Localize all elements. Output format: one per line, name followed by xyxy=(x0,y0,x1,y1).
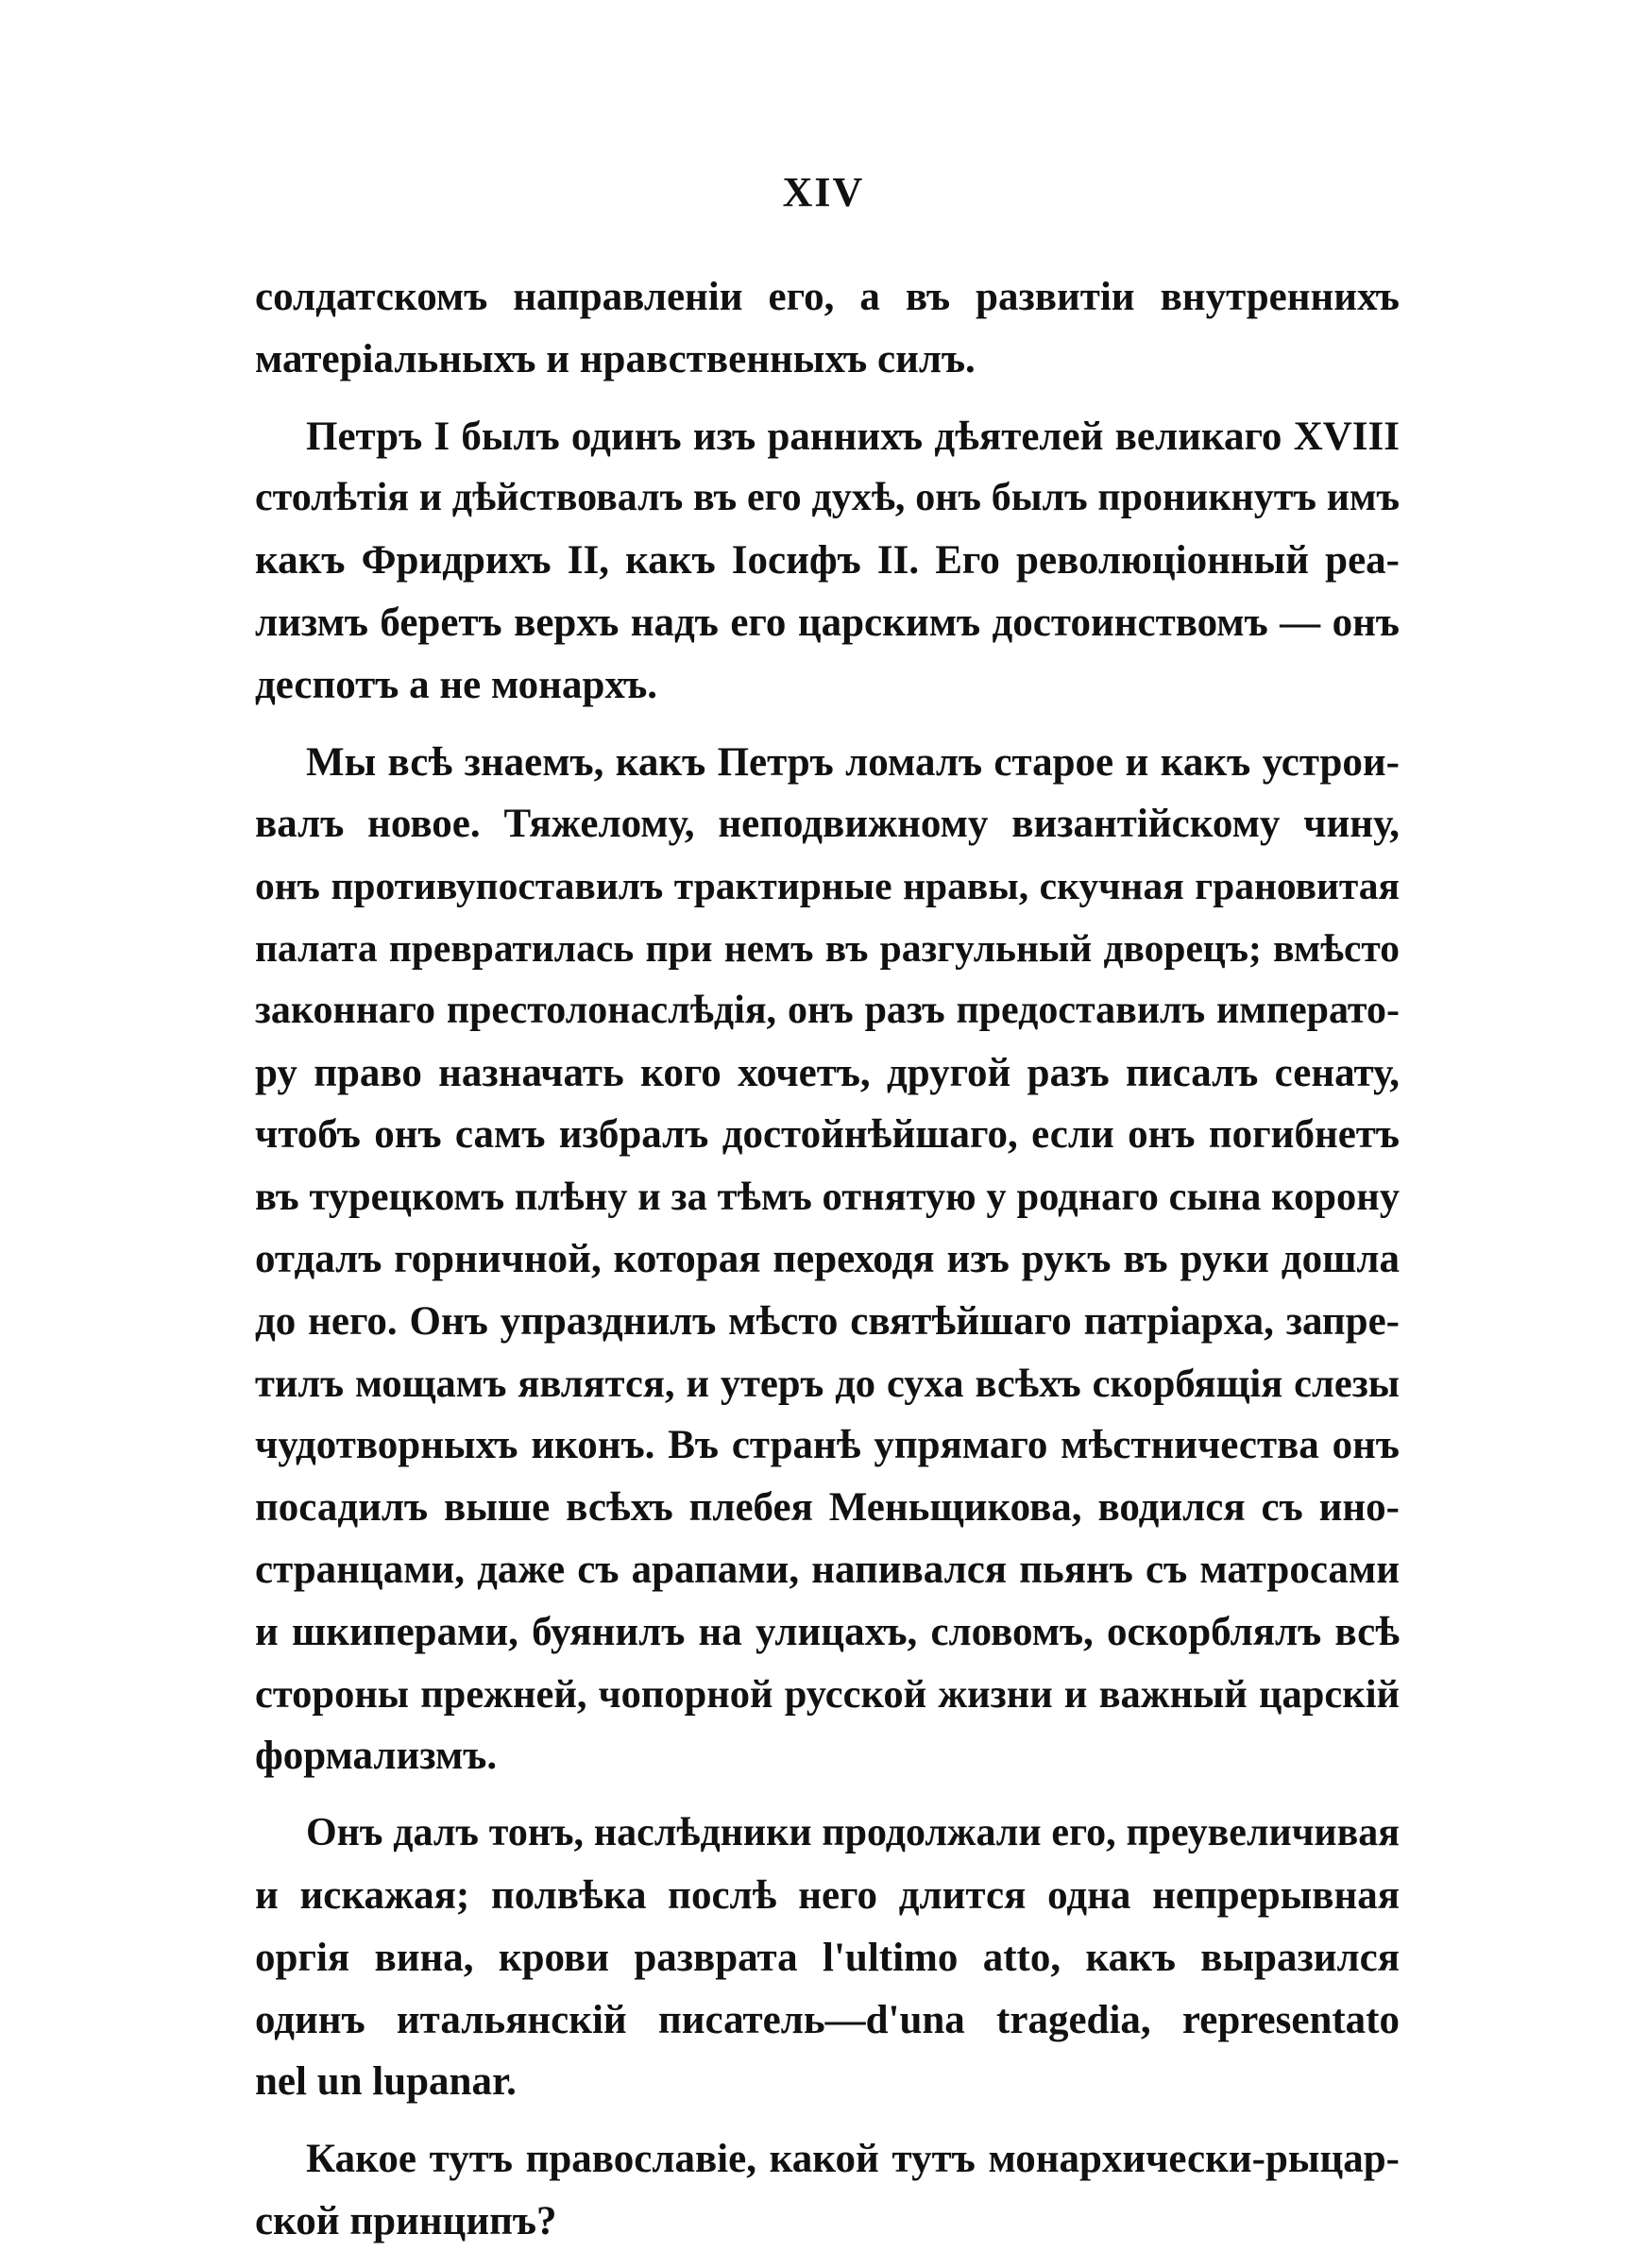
text-line: деспотъ а не монархъ. xyxy=(255,662,658,707)
text-line: Онъ далъ тонъ, наслѣдники продолжали его, преувеличивая xyxy=(306,1811,1400,1855)
page-number: XIV xyxy=(782,169,865,215)
paragraph xyxy=(255,406,1400,717)
text-line: онъ противупоставилъ трактирные нравы, скучная грановитая xyxy=(255,864,1400,908)
text-line: солдатскомъ направленіи его, а въ развитіи внутреннихъ xyxy=(255,275,1400,319)
text-line: Петръ I былъ одинъ изъ раннихъ дѣятелей великаго XVIII xyxy=(306,414,1400,459)
text-line: до него. Онъ упразднилъ мѣсто святѣйшаго патріарха, запре- xyxy=(255,1298,1400,1344)
paragraph xyxy=(255,732,1400,1788)
text-line: Мы всѣ знаемъ, какъ Петръ ломалъ старое и какъ устрои- xyxy=(306,739,1400,785)
text-line: nel un lupanar. xyxy=(255,2059,517,2105)
text-line: ру право назначать кого хочетъ, другой разъ писалъ сенату, xyxy=(255,1050,1400,1095)
text-line: оргія вина, крови разврата l'ultimo atto, какъ выразился xyxy=(255,1935,1400,1980)
text-line: и искажая; полвѣка послѣ него длится одна непрерывная xyxy=(255,1872,1400,1918)
paragraph xyxy=(255,266,1400,391)
text-line: Какое тутъ православіе, какой тутъ монархически-рыцар- xyxy=(306,2137,1400,2182)
text-block xyxy=(255,266,1400,2268)
paragraph xyxy=(255,1803,1400,2113)
text-line: одинъ итальянскій писатель—d'una tragedia, representato xyxy=(255,1997,1400,2042)
text-line: чудотворныхъ иконъ. Въ странѣ упрямаго мѣстничества онъ xyxy=(255,1423,1400,1468)
text-line: посадилъ выше всѣхъ плебея Меньщикова, водился съ ино- xyxy=(255,1485,1400,1531)
text-line: тилъ мощамъ являтся, и утеръ до суха всѣхъ скорбящія слезы xyxy=(255,1361,1400,1406)
text-line: валъ новое. Тяжелому, неподвижному византійскому чину, xyxy=(255,802,1400,847)
text-line: формализмъ. xyxy=(255,1734,498,1779)
text-line: матеріальныхъ и нравственныхъ силъ. xyxy=(255,336,976,381)
text-line: ской принципъ? xyxy=(255,2198,557,2243)
text-line: столѣтія и дѣйствовалъ въ его духѣ, онъ былъ проникнутъ имъ xyxy=(255,476,1400,520)
text-line: въ турецкомъ плѣну и за тѣмъ отнятую у роднаго сына корону xyxy=(255,1175,1400,1220)
text-line: странцами, даже съ арапами, напивался пьянъ съ матросами xyxy=(255,1547,1400,1592)
text-line: отдалъ горничной, которая переходя изъ рукъ въ руки дошла xyxy=(255,1236,1400,1281)
text-line: стороны прежней, чопорной русской жизни и важный царскій xyxy=(255,1671,1400,1717)
text-line: палата превратилась при немъ въ разгульный дворецъ; вмѣсто xyxy=(255,925,1400,970)
text-line: и шкиперами, буянилъ на улицахъ, словомъ, оскорблялъ всѣ xyxy=(255,1609,1400,1654)
text-line: лизмъ беретъ верхъ надъ его царскимъ достоинствомъ — онъ xyxy=(255,600,1400,645)
text-line: чтобъ онъ самъ избралъ достойнѣйшаго, если онъ погибнетъ xyxy=(255,1112,1400,1158)
text-line: законнаго престолонаслѣдія, онъ разъ предоставилъ императо- xyxy=(255,988,1400,1032)
text-line: какъ Фридрихъ II, какъ Іосифъ II. Его революціонный реа- xyxy=(255,538,1400,584)
paragraph xyxy=(255,2128,1400,2253)
